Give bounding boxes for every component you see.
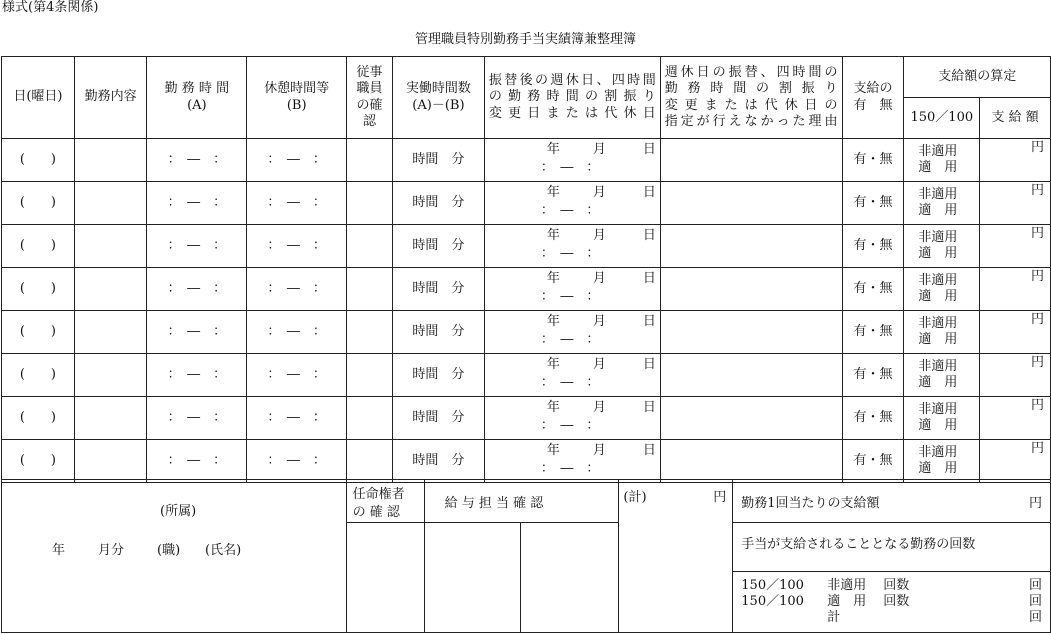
row-work-content[interactable] bbox=[74, 311, 147, 354]
row-work-time[interactable]: ： ― ： bbox=[147, 225, 247, 268]
month-label: 月分 bbox=[98, 543, 125, 558]
row-actual-hours[interactable]: 時間 分 bbox=[392, 225, 484, 268]
name-label: (氏名) bbox=[205, 543, 242, 558]
row-work-time[interactable]: ： ― ： bbox=[147, 397, 247, 440]
header-work-content: 勤務内容 bbox=[74, 57, 147, 139]
row-substitute-date[interactable]: 年 月 日 ： ― ： bbox=[484, 225, 660, 268]
row-staff-confirm[interactable] bbox=[347, 440, 393, 483]
row-amount[interactable]: 円 bbox=[980, 182, 1051, 225]
row-staff-confirm[interactable] bbox=[347, 311, 393, 354]
row-work-content[interactable] bbox=[74, 225, 147, 268]
appointer-confirm-header: 任命権者 の 確 認 bbox=[346, 480, 424, 523]
row-staff-confirm[interactable] bbox=[347, 268, 393, 311]
row-payment-yesno[interactable]: 有・無 bbox=[842, 354, 904, 397]
row-work-content[interactable] bbox=[74, 139, 147, 182]
row-actual-hours[interactable]: 時間 分 bbox=[392, 311, 484, 354]
row-actual-hours[interactable]: 時間 分 bbox=[392, 397, 484, 440]
header-day: 日(曜日) bbox=[2, 57, 75, 139]
row-substitute-date[interactable]: 年 月 日 ： ― ： bbox=[484, 354, 660, 397]
row-substitute-date[interactable]: 年 月 日 ： ― ： bbox=[484, 440, 660, 483]
header-calculation: 支給額の算定 bbox=[904, 57, 1051, 98]
header-staff-confirm: 従事 職員 の確 認 bbox=[347, 57, 393, 139]
work-count-block bbox=[733, 523, 1051, 633]
row-reason[interactable] bbox=[660, 139, 842, 182]
count-row-cell: 非適用 bbox=[827, 578, 867, 593]
table-row bbox=[2, 440, 1051, 483]
row-amount[interactable]: 円 bbox=[980, 139, 1051, 182]
row-actual-hours[interactable]: 時間 分 bbox=[392, 182, 484, 225]
row-rate-type[interactable]: 非適用 適 用 bbox=[904, 139, 980, 182]
header-substitute-date: 振替後の週休日、四時間 の勤務時間の割振り 変更日または代休日 bbox=[484, 57, 660, 139]
table-row bbox=[2, 139, 1051, 182]
row-day[interactable]: ( ) bbox=[2, 139, 75, 182]
row-substitute-date[interactable]: 年 月 日 ： ― ： bbox=[484, 139, 660, 182]
row-amount[interactable]: 円 bbox=[980, 225, 1051, 268]
count-row-cell: 回 bbox=[1028, 594, 1042, 609]
row-rate-type[interactable]: 非適用 適 用 bbox=[904, 225, 980, 268]
header-rest-time: 休憩時間等 (B) bbox=[247, 57, 347, 139]
header-amount: 支 給 額 bbox=[980, 98, 1051, 139]
row-amount[interactable]: 円 bbox=[980, 440, 1051, 483]
table-row bbox=[2, 225, 1051, 268]
row-reason[interactable] bbox=[660, 397, 842, 440]
row-staff-confirm[interactable] bbox=[347, 139, 393, 182]
row-payment-yesno[interactable]: 有・無 bbox=[842, 397, 904, 440]
row-actual-hours[interactable]: 時間 分 bbox=[392, 139, 484, 182]
row-rest-time[interactable]: ： ― ： bbox=[247, 440, 347, 483]
row-substitute-date[interactable]: 年 月 日 ： ― ： bbox=[484, 182, 660, 225]
row-work-content[interactable] bbox=[74, 397, 147, 440]
salary-confirm-box-1 bbox=[424, 523, 521, 633]
row-day[interactable]: ( ) bbox=[2, 311, 75, 354]
row-payment-yesno[interactable]: 有・無 bbox=[842, 311, 904, 354]
row-reason[interactable] bbox=[660, 225, 842, 268]
position-label: (職) bbox=[157, 543, 181, 558]
row-work-time[interactable]: ： ― ： bbox=[147, 440, 247, 483]
affiliation-block bbox=[2, 480, 347, 633]
row-day[interactable]: ( ) bbox=[2, 440, 75, 483]
row-rate-type[interactable]: 非適用 適 用 bbox=[904, 397, 980, 440]
row-substitute-date[interactable]: 年 月 日 ： ― ： bbox=[484, 397, 660, 440]
row-substitute-date[interactable]: 年 月 日 ： ― ： bbox=[484, 268, 660, 311]
row-work-content[interactable] bbox=[74, 268, 147, 311]
row-payment-yesno[interactable]: 有・無 bbox=[842, 139, 904, 182]
row-reason[interactable] bbox=[660, 268, 842, 311]
row-staff-confirm[interactable] bbox=[347, 182, 393, 225]
row-day[interactable]: ( ) bbox=[2, 397, 75, 440]
row-payment-yesno[interactable]: 有・無 bbox=[842, 268, 904, 311]
appointer-confirm-box bbox=[346, 523, 424, 633]
row-rest-time[interactable]: ： ― ： bbox=[247, 268, 347, 311]
header-work-time: 勤 務 時 間 (A) bbox=[147, 57, 247, 139]
row-day[interactable]: ( ) bbox=[2, 182, 75, 225]
row-work-content[interactable] bbox=[74, 354, 147, 397]
salary-confirm-box-2 bbox=[521, 523, 619, 633]
row-day[interactable]: ( ) bbox=[2, 225, 75, 268]
header-reason: 週休日の振替、四時間の 勤務時間の割振り 変更または代休日の 指定が行えなかった理由 bbox=[660, 57, 842, 139]
salary-confirm-header: 給 与 担 当 確 認 bbox=[424, 480, 619, 523]
count-row-cell: 150／100 bbox=[741, 594, 804, 609]
total-cell: (計) 円 bbox=[619, 480, 733, 633]
count-row-cell: 回 bbox=[1028, 610, 1042, 625]
row-actual-hours[interactable]: 時間 分 bbox=[392, 440, 484, 483]
document-title: 管理職員特別勤務手当実績簿兼整理簿 bbox=[414, 32, 636, 47]
row-rest-time[interactable]: ： ― ： bbox=[247, 354, 347, 397]
row-actual-hours[interactable]: 時間 分 bbox=[392, 268, 484, 311]
row-reason[interactable] bbox=[660, 182, 842, 225]
row-rest-time[interactable]: ： ― ： bbox=[247, 182, 347, 225]
row-amount[interactable]: 円 bbox=[980, 311, 1051, 354]
record-table bbox=[1, 56, 1051, 483]
header-rate: 150／100 bbox=[904, 98, 980, 139]
table-row bbox=[2, 311, 1051, 354]
count-row-cell: 計 bbox=[827, 610, 841, 625]
row-actual-hours[interactable]: 時間 分 bbox=[392, 354, 484, 397]
row-payment-yesno[interactable]: 有・無 bbox=[842, 225, 904, 268]
row-work-time[interactable]: ： ― ： bbox=[147, 268, 247, 311]
row-rate-type[interactable]: 非適用 適 用 bbox=[904, 311, 980, 354]
row-payment-yesno[interactable]: 有・無 bbox=[842, 440, 904, 483]
row-work-content[interactable] bbox=[74, 182, 147, 225]
header-payment-yesno: 支給の 有 無 bbox=[842, 57, 904, 139]
count-row-cell: 回数 bbox=[883, 594, 910, 609]
count-row-cell: 回 bbox=[1028, 578, 1042, 593]
per-work-amount: 勤務1回当たりの支給額 円 bbox=[733, 480, 1051, 523]
table-row bbox=[2, 397, 1051, 440]
row-rate-type[interactable]: 非適用 適 用 bbox=[904, 440, 980, 483]
row-rest-time[interactable]: ： ― ： bbox=[247, 139, 347, 182]
row-day[interactable]: ( ) bbox=[2, 268, 75, 311]
count-row-cell: 適 用 bbox=[827, 594, 867, 609]
row-reason[interactable] bbox=[660, 354, 842, 397]
table-row bbox=[2, 354, 1051, 397]
count-row-cell: 回数 bbox=[883, 578, 910, 593]
year-label: 年 bbox=[52, 543, 66, 558]
row-reason[interactable] bbox=[660, 440, 842, 483]
row-amount[interactable]: 円 bbox=[980, 397, 1051, 440]
row-staff-confirm[interactable] bbox=[347, 225, 393, 268]
row-day[interactable]: ( ) bbox=[2, 354, 75, 397]
row-rest-time[interactable]: ： ― ： bbox=[247, 311, 347, 354]
summary-table bbox=[1, 479, 1051, 633]
work-count-label: 手当が支給されることとなる勤務の回数 bbox=[741, 537, 976, 552]
affiliation-label: (所属) bbox=[160, 504, 197, 519]
count-row-cell: 150／100 bbox=[741, 578, 804, 593]
table-row bbox=[2, 268, 1051, 311]
row-staff-confirm[interactable] bbox=[347, 397, 393, 440]
row-substitute-date[interactable]: 年 月 日 ： ― ： bbox=[484, 311, 660, 354]
row-payment-yesno[interactable]: 有・無 bbox=[842, 182, 904, 225]
row-work-time[interactable]: ： ― ： bbox=[147, 182, 247, 225]
row-staff-confirm[interactable] bbox=[347, 354, 393, 397]
form-label: 様式(第4条関係) bbox=[2, 0, 99, 15]
row-work-content[interactable] bbox=[74, 440, 147, 483]
row-amount[interactable]: 円 bbox=[980, 354, 1051, 397]
row-work-time[interactable]: ： ― ： bbox=[147, 311, 247, 354]
row-rate-type[interactable]: 非適用 適 用 bbox=[904, 268, 980, 311]
row-rate-type[interactable]: 非適用 適 用 bbox=[904, 354, 980, 397]
row-work-time[interactable]: ： ― ： bbox=[147, 139, 247, 182]
row-reason[interactable] bbox=[660, 311, 842, 354]
row-rest-time[interactable]: ： ― ： bbox=[247, 397, 347, 440]
row-rest-time[interactable]: ： ― ： bbox=[247, 225, 347, 268]
table-row bbox=[2, 182, 1051, 225]
row-rate-type[interactable]: 非適用 適 用 bbox=[904, 182, 980, 225]
header-actual-hours: 実働時間数 (A)－(B) bbox=[392, 57, 484, 139]
row-work-time[interactable]: ： ― ： bbox=[147, 354, 247, 397]
row-amount[interactable]: 円 bbox=[980, 268, 1051, 311]
